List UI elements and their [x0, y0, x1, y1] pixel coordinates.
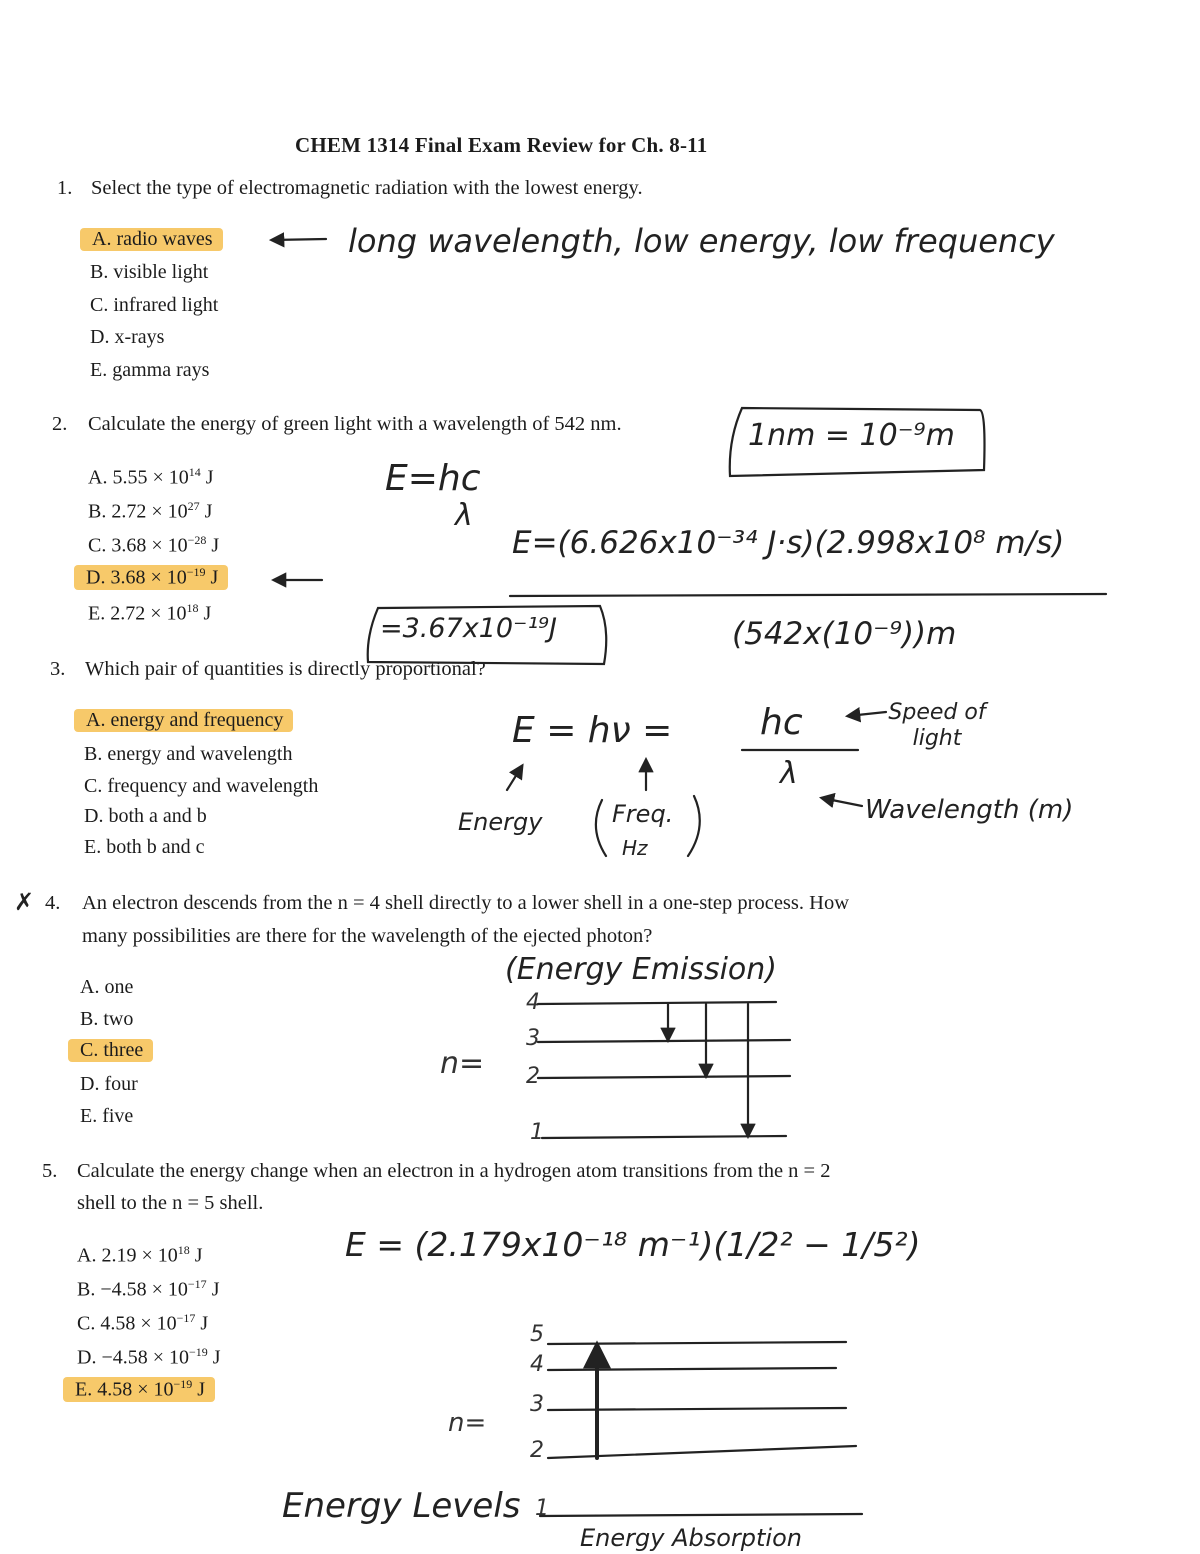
q2-option-c: C. $3.68 \times 10^{-28}$ J	[88, 533, 220, 557]
q3-option-b: B. energy and wavelength	[84, 743, 293, 765]
question-2-number: 2.	[52, 413, 68, 435]
q4-level-2-label: 2	[526, 1064, 540, 1089]
q1-option-d: D. x-rays	[90, 326, 165, 348]
q5-level-1-line	[540, 1514, 862, 1516]
q5-level-4-label: 4	[530, 1352, 544, 1377]
q4-option-c: C. three	[68, 1039, 153, 1062]
q5-level-5-line	[548, 1342, 846, 1344]
q4-option-d: D. four	[80, 1073, 138, 1095]
q1-handwritten-note: long wavelength, low energy, low frequency	[348, 222, 1055, 260]
q5-formula: E = (2.179x10⁻¹⁸ m⁻¹)(1/2² − 1/5²)	[345, 1225, 921, 1264]
q1-answer-arrow	[272, 239, 326, 240]
question-4-text-line-2: many possibilities are there for the wavelength of the ejected photon?	[82, 925, 653, 947]
q2-option-b: B. $2.72 \times 10^{27}$ J	[88, 499, 213, 523]
q5-level-3-label: 3	[530, 1392, 544, 1417]
q5-option-c: C. $4.58 \times 10^{-17}$ J	[77, 1311, 209, 1335]
question-3-number: 3.	[50, 658, 66, 680]
q4-diagram-title: (Energy Emission)	[505, 952, 777, 987]
q2-calculation-denominator: (542x(10⁻⁹))m	[732, 616, 957, 652]
q1-option-b: B. visible light	[90, 261, 209, 283]
q5-option-d: D. $-4.58 \times 10^{-19}$ J	[77, 1345, 221, 1369]
q3-equation-denominator: λ	[780, 756, 798, 791]
q3-hertz-note: Hz	[622, 836, 648, 860]
q4-level-1-label: 1	[530, 1120, 544, 1145]
question-4-text-line-1: An electron descends from the n = 4 shell directly to a lower shell in a one-step process. How	[82, 892, 849, 914]
q4-level-4-label: 4	[526, 990, 540, 1015]
q5-energy-levels-caption: Energy Levels	[282, 1486, 521, 1526]
q3-equation: E = hν =	[512, 710, 673, 751]
q3-wavelength-arrow	[822, 798, 862, 806]
q2-note-box	[730, 408, 985, 476]
question-4-number: 4.	[45, 892, 61, 914]
star-mark-icon: ✗	[14, 888, 35, 916]
q5-option-e: E. $4.58 \times 10^{-19}$ J	[63, 1377, 215, 1402]
q2-box-note: 1nm = 10⁻⁹m	[748, 418, 955, 453]
q5-level-5-label: 5	[530, 1322, 544, 1347]
q2-formula: E=hc	[385, 458, 481, 499]
q3-option-d: D. both a and b	[84, 805, 207, 827]
question-3-text: Which pair of quantities is directly proportional?	[85, 658, 486, 680]
q3-speed-of-light-note: Speed of light	[888, 700, 986, 751]
q4-option-b: B. two	[80, 1008, 134, 1030]
q4-option-e: E. five	[80, 1105, 134, 1127]
q3-freq-bracket	[596, 796, 700, 856]
q2-option-e: E. $2.72 \times 10^{18}$ J	[88, 601, 212, 625]
q3-option-a: A. energy and frequency	[74, 709, 293, 732]
q5-level-2-label: 2	[530, 1438, 544, 1463]
q2-fraction-bar	[510, 594, 1106, 596]
q4-level-1-line	[542, 1136, 786, 1138]
q2-option-a: A. $5.55 \times 10^{14}$ J	[88, 465, 214, 489]
q5-level-4-line	[548, 1368, 836, 1370]
q5-level-3-line	[548, 1408, 846, 1410]
q4-level-3-label: 3	[526, 1026, 540, 1051]
q3-energy-note: Energy	[458, 808, 543, 836]
q3-speed-arrow	[848, 712, 886, 716]
question-1-number: 1.	[57, 177, 73, 199]
q2-result-box	[368, 606, 607, 664]
q3-wavelength-note: Wavelength (m)	[865, 795, 1074, 825]
q5-n-label: n=	[448, 1408, 487, 1438]
question-5-number: 5.	[42, 1160, 58, 1182]
q2-option-d: D. $3.68 \times 10^{-19}$ J	[74, 565, 228, 590]
q4-level-4-line	[538, 1002, 776, 1004]
question-1-text: Select the type of electromagnetic radiation with the lowest energy.	[91, 177, 643, 199]
q5-energy-absorption-caption: Energy Absorption	[580, 1524, 802, 1552]
q5-option-a: A. $2.19 \times 10^{18}$ J	[77, 1243, 203, 1267]
q1-option-a: A. radio waves	[80, 228, 223, 251]
q4-n-label: n=	[440, 1046, 485, 1081]
q3-frequency-note: Freq.	[612, 800, 674, 828]
q4-level-3-line	[538, 1040, 790, 1042]
page-title: CHEM 1314 Final Exam Review for Ch. 8-11	[295, 133, 708, 157]
q1-option-e: E. gamma rays	[90, 359, 210, 381]
q3-option-e: E. both b and c	[84, 836, 205, 858]
q4-level-2-line	[538, 1076, 790, 1078]
q2-result: =3.67x10⁻¹⁹J	[380, 613, 557, 644]
q1-option-c: C. infrared light	[90, 294, 219, 316]
q2-formula-denominator: λ	[455, 498, 473, 533]
q3-energy-arrow	[507, 766, 522, 790]
q3-option-c: C. frequency and wavelength	[84, 775, 319, 797]
q4-option-a: A. one	[80, 976, 134, 998]
question-5-text-line-1: Calculate the energy change when an electron in a hydrogen atom transitions from the n = 2	[77, 1160, 831, 1182]
q3-equation-numerator: hc	[760, 702, 803, 743]
question-5-text-line-2: shell to the n = 5 shell.	[77, 1192, 264, 1214]
q5-level-2-line	[548, 1446, 856, 1458]
q2-calculation-numerator: E=(6.626x10⁻³⁴ J·s)(2.998x10⁸ m/s)	[512, 525, 1065, 561]
q5-option-b: B. $-4.58 \times 10^{-17}$ J	[77, 1277, 220, 1301]
question-2-text: Calculate the energy of green light with a wavelength of 542 nm.	[88, 413, 622, 435]
q5-level-1-label: 1	[535, 1496, 549, 1521]
